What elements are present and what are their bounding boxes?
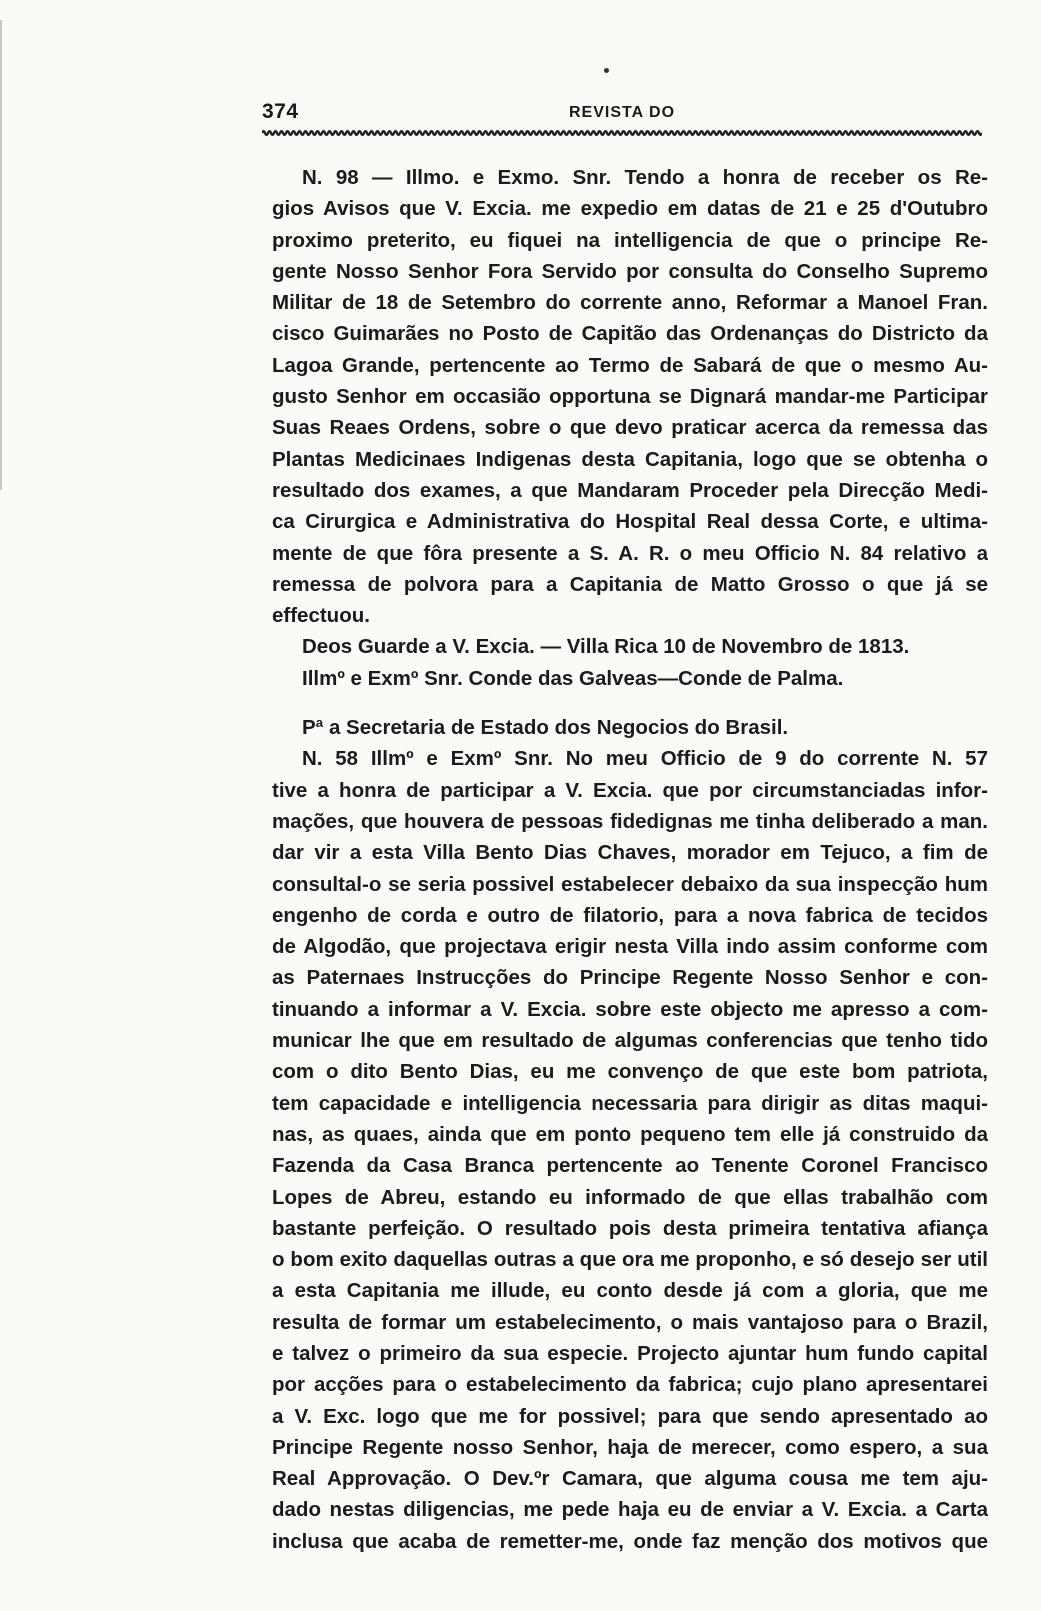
body-text xyxy=(272,162,988,1557)
text-line: proximo preterito, eu fiquei na intelligencia de que o principe Re- xyxy=(272,228,988,252)
text-line: gusto Senhor em occasião opportuna se Dignará mandar-me Participar xyxy=(272,385,988,409)
text-line: nas, as quaes, ainda que em ponto pequeno tem elle já construido da xyxy=(272,1122,988,1146)
text-line: N. 58 Illmº e Exmº Snr. No meu Officio de 9 do corrente N. 57 xyxy=(302,747,988,771)
text-line: remessa de polvora para a Capitania de Matto Grosso o que já se xyxy=(272,572,988,596)
closing-line: Deos Guarde a V. Excia. — Villa Rica 10 de Novembro de 1813. xyxy=(302,635,910,659)
text-line: mações, que houvera de pessoas fidedignas me tinha deliberado a man. xyxy=(272,809,988,833)
scan-edge-mark xyxy=(0,20,2,490)
text-line: N. 98 — Illmo. e Exmo. Snr. Tendo a honra de receber os Re- xyxy=(302,166,988,189)
text-line: a V. Exc. logo que me for possivel; para que sendo apresentado ao xyxy=(272,1404,988,1428)
text-line: com o dito Bento Dias, eu me convenço de que este bom patriota, xyxy=(272,1060,988,1084)
text-line: as Paternaes Instrucções do Principe Regente Nosso Senhor e con- xyxy=(272,966,988,990)
text-line: municar lhe que em resultado de algumas conferencias que tenho tido xyxy=(272,1029,988,1053)
text-line: dar vir a esta Villa Bento Dias Chaves, morador em Tejuco, a fim de xyxy=(272,841,988,865)
text-line: Militar de 18 de Setembro do corrente anno, Reformar a Manoel Fran. xyxy=(272,291,988,315)
running-head: REVISTA DO xyxy=(569,104,676,121)
text-line: mente de que fôra presente a S. A. R. o meu Officio N. 84 relativo a xyxy=(272,541,988,565)
text-line: tinuando a informar a V. Excia. sobre este objecto me apresso a com- xyxy=(272,997,988,1021)
wavy-rule xyxy=(262,128,982,138)
text-line: Suas Reaes Ordens, sobre o que devo praticar acerca da remessa das xyxy=(272,416,988,440)
addressee-line: Illmº e Exmº Snr. Conde das Galveas—Conde de Palma. xyxy=(302,666,844,690)
text-line: engenho de corda e outro de filatorio, para a nova fabrica de tecidos xyxy=(272,903,988,927)
page-number: 374 xyxy=(262,100,299,123)
text-line: Lagoa Grande, pertencente ao Termo de Sabará de que o mesmo Au- xyxy=(272,353,988,377)
text-line: consultal-o se seria possivel estabelecer debaixo da sua inspecção hum xyxy=(272,872,988,896)
text-line: Fazenda da Casa Branca pertencente ao Tenente Coronel Francisco xyxy=(272,1154,988,1178)
letter-58 xyxy=(272,712,988,1557)
text-line: Real Approvação. O Dev.ºr Camara, que alguma cousa me tem aju- xyxy=(272,1467,988,1491)
text-line: e talvez o primeiro da sua especie. Projecto ajuntar hum fundo capital xyxy=(272,1341,988,1365)
text-line: tive a honra de participar a V. Excia. que por circumstanciadas infor- xyxy=(272,778,988,802)
text-line: cisco Guimarães no Posto de Capitão das Ordenanças do Districto da xyxy=(272,322,988,346)
text-line: Principe Regente nosso Senhor, haja de merecer, como espero, a sua xyxy=(272,1435,988,1459)
text-line: resultado dos exames, a que Mandaram Proceder pela Direcção Medi- xyxy=(272,478,988,502)
text-line: Lopes de Abreu, estando eu informado de que ellas trabalhão com xyxy=(272,1185,988,1209)
text-line: effectuou. xyxy=(272,604,370,628)
page-header xyxy=(262,100,982,140)
text-line: por acções para o estabelecimento da fabrica; cujo plano apresentarei xyxy=(272,1373,988,1397)
text-line: gios Avisos que V. Excia. me expedio em datas de 21 e 25 d'Outubro xyxy=(272,197,988,221)
text-line: a esta Capitania me illude, eu conto desde já com a gloria, que me xyxy=(272,1279,988,1303)
letter-98 xyxy=(272,162,988,694)
text-line: gente Nosso Senhor Fora Servido por consulta do Conselho Supremo xyxy=(272,259,988,283)
text-line: o bom exito daquellas outras a que ora me proponho, e só desejo ser util xyxy=(272,1248,988,1272)
text-line: resulta de formar um estabelecimento, o mais vantajoso para o Brazil, xyxy=(272,1310,988,1334)
text-line: de Algodão, que projectava erigir nesta Villa indo assim conforme com xyxy=(272,935,988,959)
text-line: bastante perfeição. O resultado pois desta primeira tentativa afiança xyxy=(272,1216,988,1240)
text-line: inclusa que acaba de remetter-me, onde faz menção dos motivos que xyxy=(272,1529,988,1553)
text-line: dado nestas diligencias, me pede haja eu de enviar a V. Excia. a Carta xyxy=(272,1498,988,1522)
ink-dot xyxy=(604,68,609,73)
text-line: Plantas Medicinaes Indigenas desta Capitania, logo que se obtenha o xyxy=(272,447,988,471)
text-line: tem capacidade e intelligencia necessaria para dirigir as ditas maqui- xyxy=(272,1091,988,1115)
text-line: ca Cirurgica e Administrativa do Hospital Real dessa Corte, e ultima- xyxy=(272,510,988,534)
destination-line: Pª a Secretaria de Estado dos Negocios do Brasil. xyxy=(302,716,789,740)
